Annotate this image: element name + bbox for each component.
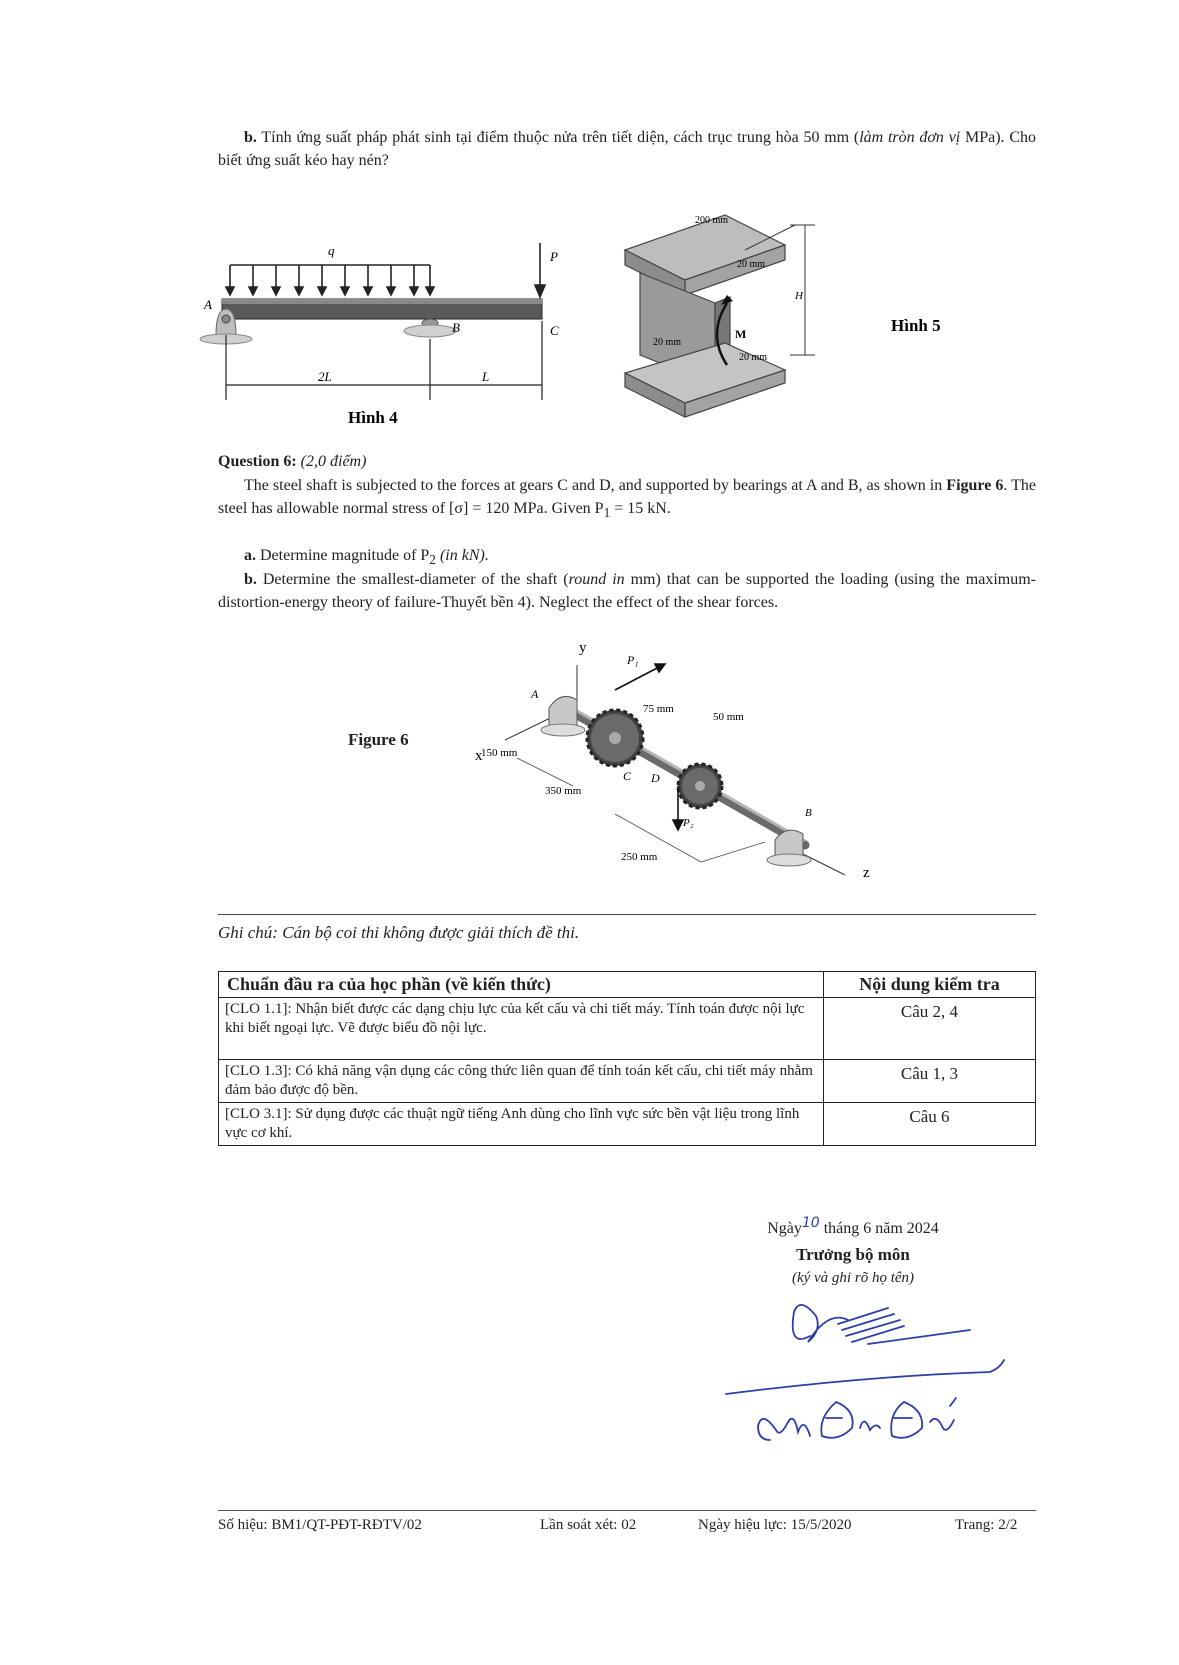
signature-subtitle: (ký và ghi rõ họ tên) [791, 1270, 915, 1286]
figure-5-ibeam-diagram [615, 205, 945, 445]
dim-150-label: 150 mm [481, 747, 518, 759]
footer-effective-date: Ngày hiệu lực: 15/5/2020 [698, 1517, 852, 1533]
point-a-label: A [204, 297, 212, 312]
distributed-load-arrows [226, 265, 434, 295]
point-c-label: C [550, 323, 559, 338]
point-b-label: B [805, 807, 812, 819]
dim-350-label: 350 mm [545, 785, 582, 797]
dim-l-label: L [482, 369, 490, 384]
part-b-round-note: làm tròn đơn vị [859, 129, 961, 146]
dim-75-label: 75 mm [643, 703, 674, 715]
content-cell: Câu 6 [824, 1103, 1036, 1146]
height-h-label: H [795, 290, 803, 302]
question-6-part-b [218, 568, 1036, 614]
question-6-figure-ref: Figure 6 [946, 477, 1004, 494]
question-6-a-text: Determine magnitude of P [256, 547, 430, 564]
dim-250-label: 250 mm [621, 851, 658, 863]
signature-date [733, 1215, 973, 1238]
footer-rule [218, 1510, 1036, 1511]
content-cell: Câu 1, 3 [824, 1060, 1036, 1103]
question-6-b-round: round in [568, 571, 625, 588]
gear-c [587, 710, 643, 766]
question-6-title: Question 6: [218, 453, 297, 470]
dim-bottom-flange-label: 20 mm [739, 352, 768, 363]
footer-page-number: Trang: 2/2 [955, 1517, 1018, 1533]
question-6-points: (2,0 điểm) [300, 453, 367, 470]
part-b-text-end: MPa). Cho biết ứng suất kéo hay nén? [218, 129, 1036, 169]
part-b-label: b. [244, 129, 257, 146]
question-6-intro-text-2: . The steel has allowable normal stress of [σ] = 120 MPa. Given P [218, 477, 1037, 517]
header-learning-outcomes: Chuẩn đầu ra của học phần (về kiến thức) [219, 972, 824, 998]
handwritten-signature [718, 1290, 1018, 1470]
dim-2l-label: 2L [318, 369, 332, 384]
content-cell: Câu 2, 4 [824, 998, 1036, 1060]
force-p1-label: P₁ [627, 653, 639, 667]
dim-top-flange-label: 20 mm [737, 259, 766, 270]
clo-table [218, 971, 1036, 1146]
date-rest: tháng 6 năm 2024 [819, 1220, 939, 1237]
dim-top-width-label: 200 mm [695, 215, 729, 226]
question-6-intro-text-3: = 15 kN. [610, 500, 671, 517]
figure-4-beam-diagram [190, 235, 560, 435]
axis-z-label: z [863, 865, 870, 881]
question-6-intro-sub: 1 [603, 505, 611, 521]
moment-m-label: M [735, 327, 747, 341]
figure-4-caption: Hình 4 [348, 408, 398, 427]
gear-d [678, 764, 722, 808]
table-row [219, 998, 1036, 1060]
point-a-label: A [531, 687, 539, 701]
question-6-b-text-1: Determine the smallest-diameter of the shaft ( [256, 571, 569, 588]
point-c-label: C [623, 769, 632, 783]
figure-6-caption: Figure 6 [348, 730, 409, 749]
force-p-label: P [550, 249, 558, 264]
clo-cell: [CLO 1.3]: Có khả năng vận dụng các công thức liên quan để tính toán kết cấu, chi tiết máy nhằm đảm bảo được độ bền. [219, 1060, 824, 1103]
question-6-a-sub: 2 [429, 552, 436, 568]
signature-title: Trưởng bộ môn [796, 1245, 910, 1264]
figure-6-shaft-diagram [465, 630, 895, 880]
question-6-b-label: b. [244, 571, 257, 588]
axis-x-label: x [475, 748, 483, 764]
part-b-paragraph [218, 126, 1036, 172]
question-6-intro [218, 474, 1036, 524]
part-b-text: Tính ứng suất pháp phát sinh tại điểm thuộc nửa trên tiết diện, cách trục trung hòa 50 mm ( [256, 129, 860, 146]
load-q-label: q [328, 243, 335, 258]
clo-cell: [CLO 1.1]: Nhận biết được các dạng chịu lực của kết cấu và chi tiết máy. Tính toán được nội lực khi biết ngoại lực. Vẽ được biểu đồ nội lực. [219, 998, 824, 1060]
footer-document-code: Số hiệu: BM1/QT-PĐT-RĐTV/02 [218, 1517, 422, 1533]
table-header-row [219, 972, 1036, 998]
table-row [219, 1103, 1036, 1146]
exam-note: Ghi chú: Cán bộ coi thi không được giải thích đề thi. [218, 923, 580, 942]
header-content-checked: Nội dung kiểm tra [824, 972, 1036, 998]
axis-y-label: y [579, 640, 587, 656]
dim-50-label: 50 mm [713, 711, 744, 723]
point-b-label: B [452, 320, 460, 335]
footer-revision: Lần soát xét: 02 [540, 1517, 637, 1533]
question-6-heading [218, 450, 1036, 473]
point-d-label: D [651, 771, 660, 785]
table-row [219, 1060, 1036, 1103]
date-prefix: Ngày [767, 1220, 802, 1237]
dim-web-label: 20 mm [653, 337, 682, 348]
support-b-roller [404, 319, 456, 337]
question-6-a-label: a. [244, 547, 256, 564]
clo-cell: [CLO 3.1]: Sử dụng được các thuật ngữ tiếng Anh dùng cho lĩnh vực sức bền vật liệu trong lĩnh vực cơ khí. [219, 1103, 824, 1146]
question-6-b-text-2: mm) that can be supported the loading (using the maximum-distortion-energy theory of failure-Thuyết bền 4). Neglect the effect of the shear forces. [218, 571, 1037, 611]
figure-5-caption: Hình 5 [891, 316, 941, 335]
note-separator [218, 914, 1036, 915]
question-6-intro-text-1: The steel shaft is subjected to the forces at gears C and D, and supported by bearings at A and B, as shown in [244, 477, 947, 494]
force-p2-label: P₂ [683, 817, 694, 829]
date-day-handwritten: 10 [801, 1215, 820, 1231]
question-6-a-unit: (in kN). [435, 547, 489, 564]
